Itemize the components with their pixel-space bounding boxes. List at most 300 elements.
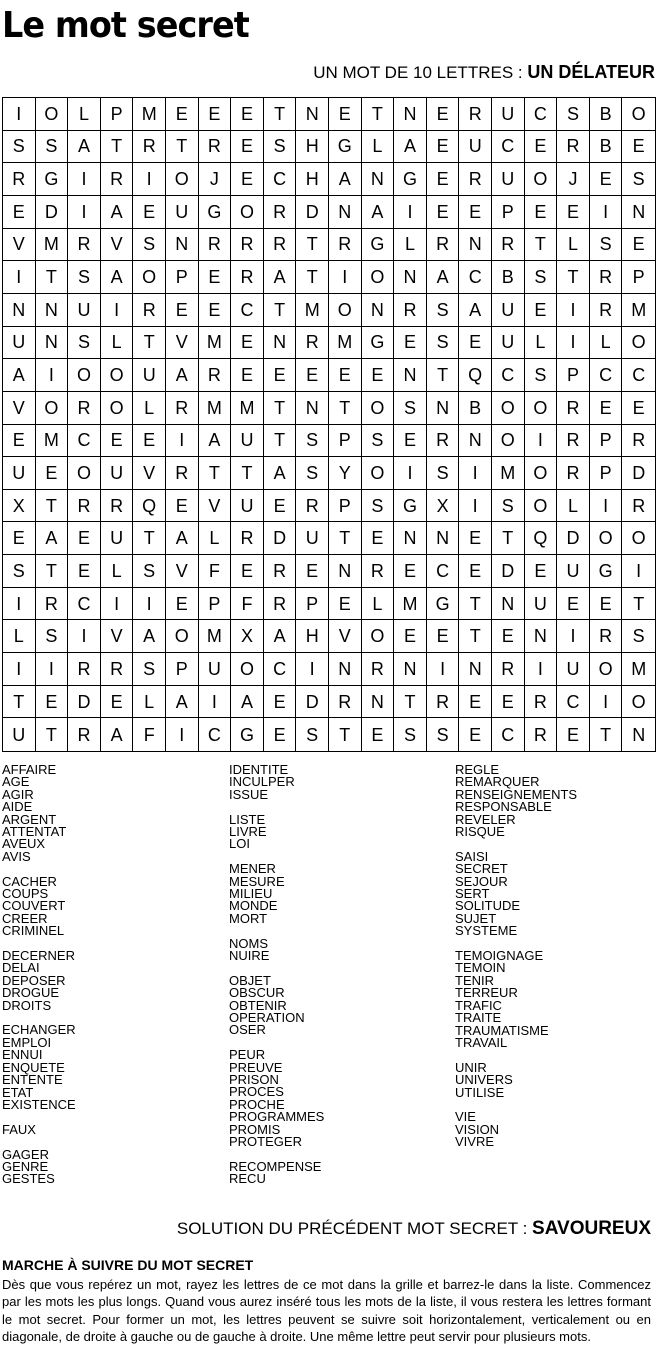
word-list-item: GESTES [2,1171,55,1187]
grid-cell: Q [459,359,492,392]
grid-cell: A [166,686,199,719]
grid-cell: V [199,490,232,523]
grid-cell: E [3,522,36,555]
grid-cell: T [296,261,329,294]
grid-cell: L [394,229,427,262]
grid-cell: N [394,522,427,555]
grid-cell: P [492,196,525,229]
grid-cell: T [231,457,264,490]
grid-cell: E [427,620,460,653]
word-list-item: MORT [229,910,268,926]
grid-cell: S [427,294,460,327]
grid-cell: O [36,392,69,425]
grid-cell: E [492,620,525,653]
grid-cell: I [557,327,590,360]
grid-cell: U [492,294,525,327]
word-list-item: COUVERT [2,898,66,914]
grid-cell: R [199,229,232,262]
grid-cell: R [492,653,525,686]
grid-cell: E [622,229,655,262]
grid-cell: R [394,294,427,327]
word-list-item: ETAT [2,1084,34,1100]
grid-cell: I [590,490,623,523]
grid-cell: T [590,718,623,751]
grid-cell: D [264,522,297,555]
grid-cell: I [36,359,69,392]
word-list-item: SERT [455,886,490,902]
grid-cell: N [36,294,69,327]
grid-cell: S [133,229,166,262]
grid-cell: N [3,294,36,327]
word-list-column-1 [2,764,76,1186]
grid-cell: D [492,555,525,588]
grid-cell: U [231,425,264,458]
grid-cell: U [166,196,199,229]
grid-cell: E [362,718,395,751]
grid-cell: O [36,98,69,131]
grid-cell: G [427,588,460,621]
clue-prefix: UN MOT DE 10 LETTRES : [313,63,528,82]
grid-cell: A [199,425,232,458]
grid-cell: J [557,163,590,196]
grid-cell: I [557,620,590,653]
grid-cell: E [459,555,492,588]
grid-cell: S [296,457,329,490]
grid-cell: M [36,229,69,262]
grid-cell: T [296,229,329,262]
grid-cell: O [101,359,134,392]
grid-cell: R [264,555,297,588]
word-list-item: CREER [2,910,48,926]
grid-cell: T [264,294,297,327]
word-list-item: TENIR [455,972,494,988]
word-list-item: INCULPER [229,774,295,790]
grid-cell: E [427,163,460,196]
grid-cell: C [492,718,525,751]
grid-cell: M [296,294,329,327]
grid-cell: I [133,163,166,196]
grid-cell: M [231,392,264,425]
grid-cell: R [622,490,655,523]
grid-cell: E [394,327,427,360]
grid-cell: E [231,131,264,164]
grid-cell: R [296,327,329,360]
grid-cell: U [3,327,36,360]
grid-cell: D [622,457,655,490]
word-list-item: AGIR [2,786,34,802]
grid-cell: I [525,653,558,686]
grid-cell: E [101,425,134,458]
word-list-item: TRAITE [455,1010,502,1026]
word-list-item: DROITS [2,997,52,1013]
word-list-item: AFFAIRE [2,762,57,777]
grid-cell: L [3,620,36,653]
grid-cell: O [101,392,134,425]
grid-cell: I [166,425,199,458]
grid-cell: U [296,522,329,555]
grid-cell: R [590,620,623,653]
grid-cell: A [264,457,297,490]
grid-cell: E [166,588,199,621]
grid-cell: N [394,653,427,686]
grid-cell: R [101,163,134,196]
grid-cell: T [329,718,362,751]
grid-cell: G [362,327,395,360]
grid-cell: C [622,359,655,392]
word-list-item: MENER [229,861,276,877]
grid-cell: I [427,653,460,686]
grid-cell: E [362,359,395,392]
grid-cell: G [590,555,623,588]
grid-cell: T [3,686,36,719]
grid-cell: P [590,457,623,490]
word-list-item: MILIEU [229,886,273,902]
word-list-item: VIE [455,1109,476,1125]
grid-cell: O [590,522,623,555]
word-list-item: RECOMPENSE [229,1158,322,1174]
grid-cell: C [68,588,101,621]
grid-cell: P [329,425,362,458]
grid-cell: U [557,653,590,686]
grid-cell: U [231,490,264,523]
grid-cell: R [557,425,590,458]
grid-cell: A [264,261,297,294]
grid-cell: R [68,392,101,425]
grid-cell: T [557,261,590,294]
grid-cell: E [459,522,492,555]
grid-cell: O [362,457,395,490]
grid-cell: C [459,261,492,294]
grid-cell: P [199,588,232,621]
grid-cell: N [296,98,329,131]
grid-cell: I [3,98,36,131]
word-list-item: MESURE [229,873,285,889]
grid-cell: U [68,294,101,327]
word-list-item: PROMIS [229,1121,281,1137]
grid-cell: O [525,163,558,196]
grid-cell: R [199,359,232,392]
grid-cell: U [492,163,525,196]
grid-cell: T [264,98,297,131]
grid-cell: A [427,261,460,294]
word-list-item: ENTENTE [2,1072,63,1088]
grid-cell: R [590,261,623,294]
word-list-item: COUPS [2,886,49,902]
word-list-item: ECHANGER [2,1022,76,1038]
grid-cell: O [492,425,525,458]
grid-cell: S [133,555,166,588]
grid-cell: C [427,555,460,588]
grid-cell: R [199,131,232,164]
grid-cell: S [36,620,69,653]
grid-cell: R [231,261,264,294]
grid-cell: E [557,718,590,751]
word-list-item: NOMS [229,935,268,951]
grid-cell: E [36,457,69,490]
grid-cell: S [427,327,460,360]
grid-cell: D [68,686,101,719]
word-list-item: CRIMINEL [2,923,65,939]
word-list-item: DECERNER [2,948,75,964]
grid-cell: U [101,522,134,555]
grid-cell: C [264,163,297,196]
grid-cell: R [427,229,460,262]
grid-cell: E [68,522,101,555]
grid-cell: L [133,686,166,719]
grid-cell: S [622,620,655,653]
grid-cell: S [394,718,427,751]
grid-cell: P [590,425,623,458]
word-list-item: AGE [2,774,30,790]
grid-cell: E [231,359,264,392]
word-list-item: RISQUE [455,824,505,840]
word-list-item: PRISON [229,1072,279,1088]
grid-cell: A [101,718,134,751]
grid-cell: R [68,653,101,686]
grid-cell: S [427,457,460,490]
grid-cell: R [101,490,134,523]
grid-cell: V [101,620,134,653]
grid-cell: N [427,522,460,555]
grid-cell: R [101,653,134,686]
grid-cell: I [296,653,329,686]
grid-cell: N [362,294,395,327]
grid-cell: O [231,653,264,686]
word-list-item: NUIRE [229,948,270,964]
word-list-item: SYSTEME [455,923,518,939]
grid-cell: R [231,229,264,262]
grid-cell: O [492,392,525,425]
word-list-item: LOI [229,836,250,852]
grid-cell: V [133,457,166,490]
grid-cell: E [3,196,36,229]
word-list-item: ENQUETE [2,1059,65,1075]
grid-cell: A [264,620,297,653]
grid-cell: T [36,490,69,523]
grid-cell: S [3,131,36,164]
grid-cell: I [459,490,492,523]
word-list-column-3 [455,764,577,1149]
grid-cell: O [329,294,362,327]
grid-cell: E [329,588,362,621]
grid-cell: U [3,457,36,490]
grid-cell: A [329,163,362,196]
grid-cell: M [622,294,655,327]
grid-cell: T [459,620,492,653]
grid-cell: U [557,555,590,588]
grid-cell: A [68,131,101,164]
grid-cell: I [133,588,166,621]
grid-cell: P [622,261,655,294]
word-list-item: FAUX [2,1121,36,1137]
grid-cell: R [590,294,623,327]
grid-cell: T [264,425,297,458]
word-list-item: ARGENT [2,811,57,827]
grid-cell: L [101,555,134,588]
grid-cell: R [557,131,590,164]
grid-cell: E [525,555,558,588]
grid-cell: R [68,490,101,523]
grid-cell: T [166,131,199,164]
grid-cell: I [394,196,427,229]
solution-answer: SAVOUREUX [532,1218,651,1239]
grid-cell: A [166,359,199,392]
grid-cell: N [362,686,395,719]
grid-cell: U [133,359,166,392]
grid-cell: U [492,98,525,131]
grid-cell: E [394,425,427,458]
grid-cell: E [557,196,590,229]
grid-cell: E [525,131,558,164]
grid-cell: V [329,620,362,653]
instructions-text: Dès que vous repérez un mot, rayez les lettres de ce mot dans la grille et barrez-le dans la liste. Commencez par les mots les plus longs. Quand vous aurez inséré tous les mots de la liste, il vous restera les lettres formant le mot secret. Pour former un mot, les lettres peuvent se suivre soit horizontalement, verticalement ou en diagonale, de droite à gauche ou de gauche à droite. Une même lettre peut servir pour plusieurs mots. [2,1277,651,1345]
grid-cell: P [557,359,590,392]
grid-cell: V [3,229,36,262]
word-list-item: TERREUR [455,985,518,1001]
grid-cell: L [525,327,558,360]
grid-cell: E [590,392,623,425]
grid-cell: R [427,425,460,458]
grid-cell: M [394,588,427,621]
letter-grid [2,97,656,752]
grid-cell: E [231,555,264,588]
grid-cell: C [492,359,525,392]
grid-cell: C [68,425,101,458]
grid-cell: V [166,555,199,588]
grid-cell: M [199,392,232,425]
grid-cell: E [590,588,623,621]
grid-cell: M [622,653,655,686]
grid-cell: S [133,653,166,686]
grid-cell: N [296,392,329,425]
grid-cell: R [459,163,492,196]
grid-cell: I [557,294,590,327]
grid-cell: I [622,555,655,588]
word-list-item: OSER [229,1022,266,1038]
word-list-item: LIVRE [229,824,267,840]
grid-cell: T [36,261,69,294]
grid-cell: E [133,196,166,229]
word-list-item: UTILISE [455,1084,505,1100]
grid-cell: G [36,163,69,196]
grid-cell: P [296,588,329,621]
grid-cell: L [557,490,590,523]
grid-cell: O [525,457,558,490]
solution-prefix: SOLUTION DU PRÉCÉDENT MOT SECRET : [176,1219,533,1238]
grid-cell: E [329,359,362,392]
grid-cell: A [394,131,427,164]
grid-cell: I [329,261,362,294]
grid-cell: O [622,686,655,719]
grid-cell: G [394,163,427,196]
grid-cell: O [166,163,199,196]
grid-cell: O [622,522,655,555]
grid-cell: I [590,686,623,719]
grid-cell: A [166,522,199,555]
grid-cell: R [459,98,492,131]
grid-cell: H [296,620,329,653]
word-list-item: REMARQUER [455,774,540,790]
grid-cell: R [133,131,166,164]
word-list-item: IDENTITE [229,762,289,777]
word-list-item: GENRE [2,1158,49,1174]
grid-cell: O [622,327,655,360]
grid-cell: N [329,196,362,229]
grid-cell: G [329,131,362,164]
word-list-item: AVIS [2,848,31,864]
grid-cell: T [394,686,427,719]
grid-cell: E [264,718,297,751]
grid-cell: M [492,457,525,490]
word-list-item: SAISI [455,848,489,864]
grid-cell: P [166,653,199,686]
word-list-item: OBJET [229,972,271,988]
grid-cell: G [231,718,264,751]
grid-cell: L [557,229,590,262]
grid-cell: T [36,555,69,588]
grid-cell: M [199,327,232,360]
word-list-item: PEUR [229,1047,266,1063]
grid-cell: R [264,588,297,621]
grid-cell: R [166,457,199,490]
grid-cell: S [622,163,655,196]
grid-cell: N [394,261,427,294]
grid-cell: O [362,620,395,653]
grid-cell: C [590,359,623,392]
grid-cell: E [459,686,492,719]
grid-cell: E [492,686,525,719]
grid-cell: I [3,261,36,294]
grid-cell: I [525,425,558,458]
word-list-item: OBTENIR [229,997,287,1013]
grid-cell: S [557,98,590,131]
grid-cell: S [525,261,558,294]
word-list-item: REVELER [455,811,516,827]
grid-cell: A [101,196,134,229]
word-list-item: SUJET [455,910,497,926]
grid-cell: R [133,294,166,327]
grid-cell: T [492,522,525,555]
word-list-item: RENSEIGNEMENTS [455,786,578,802]
grid-cell: S [296,718,329,751]
grid-cell: I [459,457,492,490]
grid-cell: R [525,718,558,751]
grid-cell: E [264,359,297,392]
grid-cell: E [264,490,297,523]
grid-cell: M [36,425,69,458]
word-list-item: VIVRE [455,1134,495,1150]
grid-cell: R [296,490,329,523]
grid-cell: I [68,196,101,229]
grid-cell: E [622,131,655,164]
grid-cell: R [329,686,362,719]
grid-cell: A [133,620,166,653]
grid-cell: L [199,522,232,555]
grid-cell: N [427,392,460,425]
grid-cell: I [590,196,623,229]
grid-cell: R [3,163,36,196]
grid-cell: N [362,163,395,196]
grid-cell: L [68,98,101,131]
grid-cell: R [68,229,101,262]
grid-cell: R [525,686,558,719]
grid-cell: F [231,588,264,621]
grid-cell: M [199,620,232,653]
grid-cell: C [231,294,264,327]
grid-cell: O [362,392,395,425]
grid-cell: O [231,196,264,229]
grid-cell: V [166,327,199,360]
